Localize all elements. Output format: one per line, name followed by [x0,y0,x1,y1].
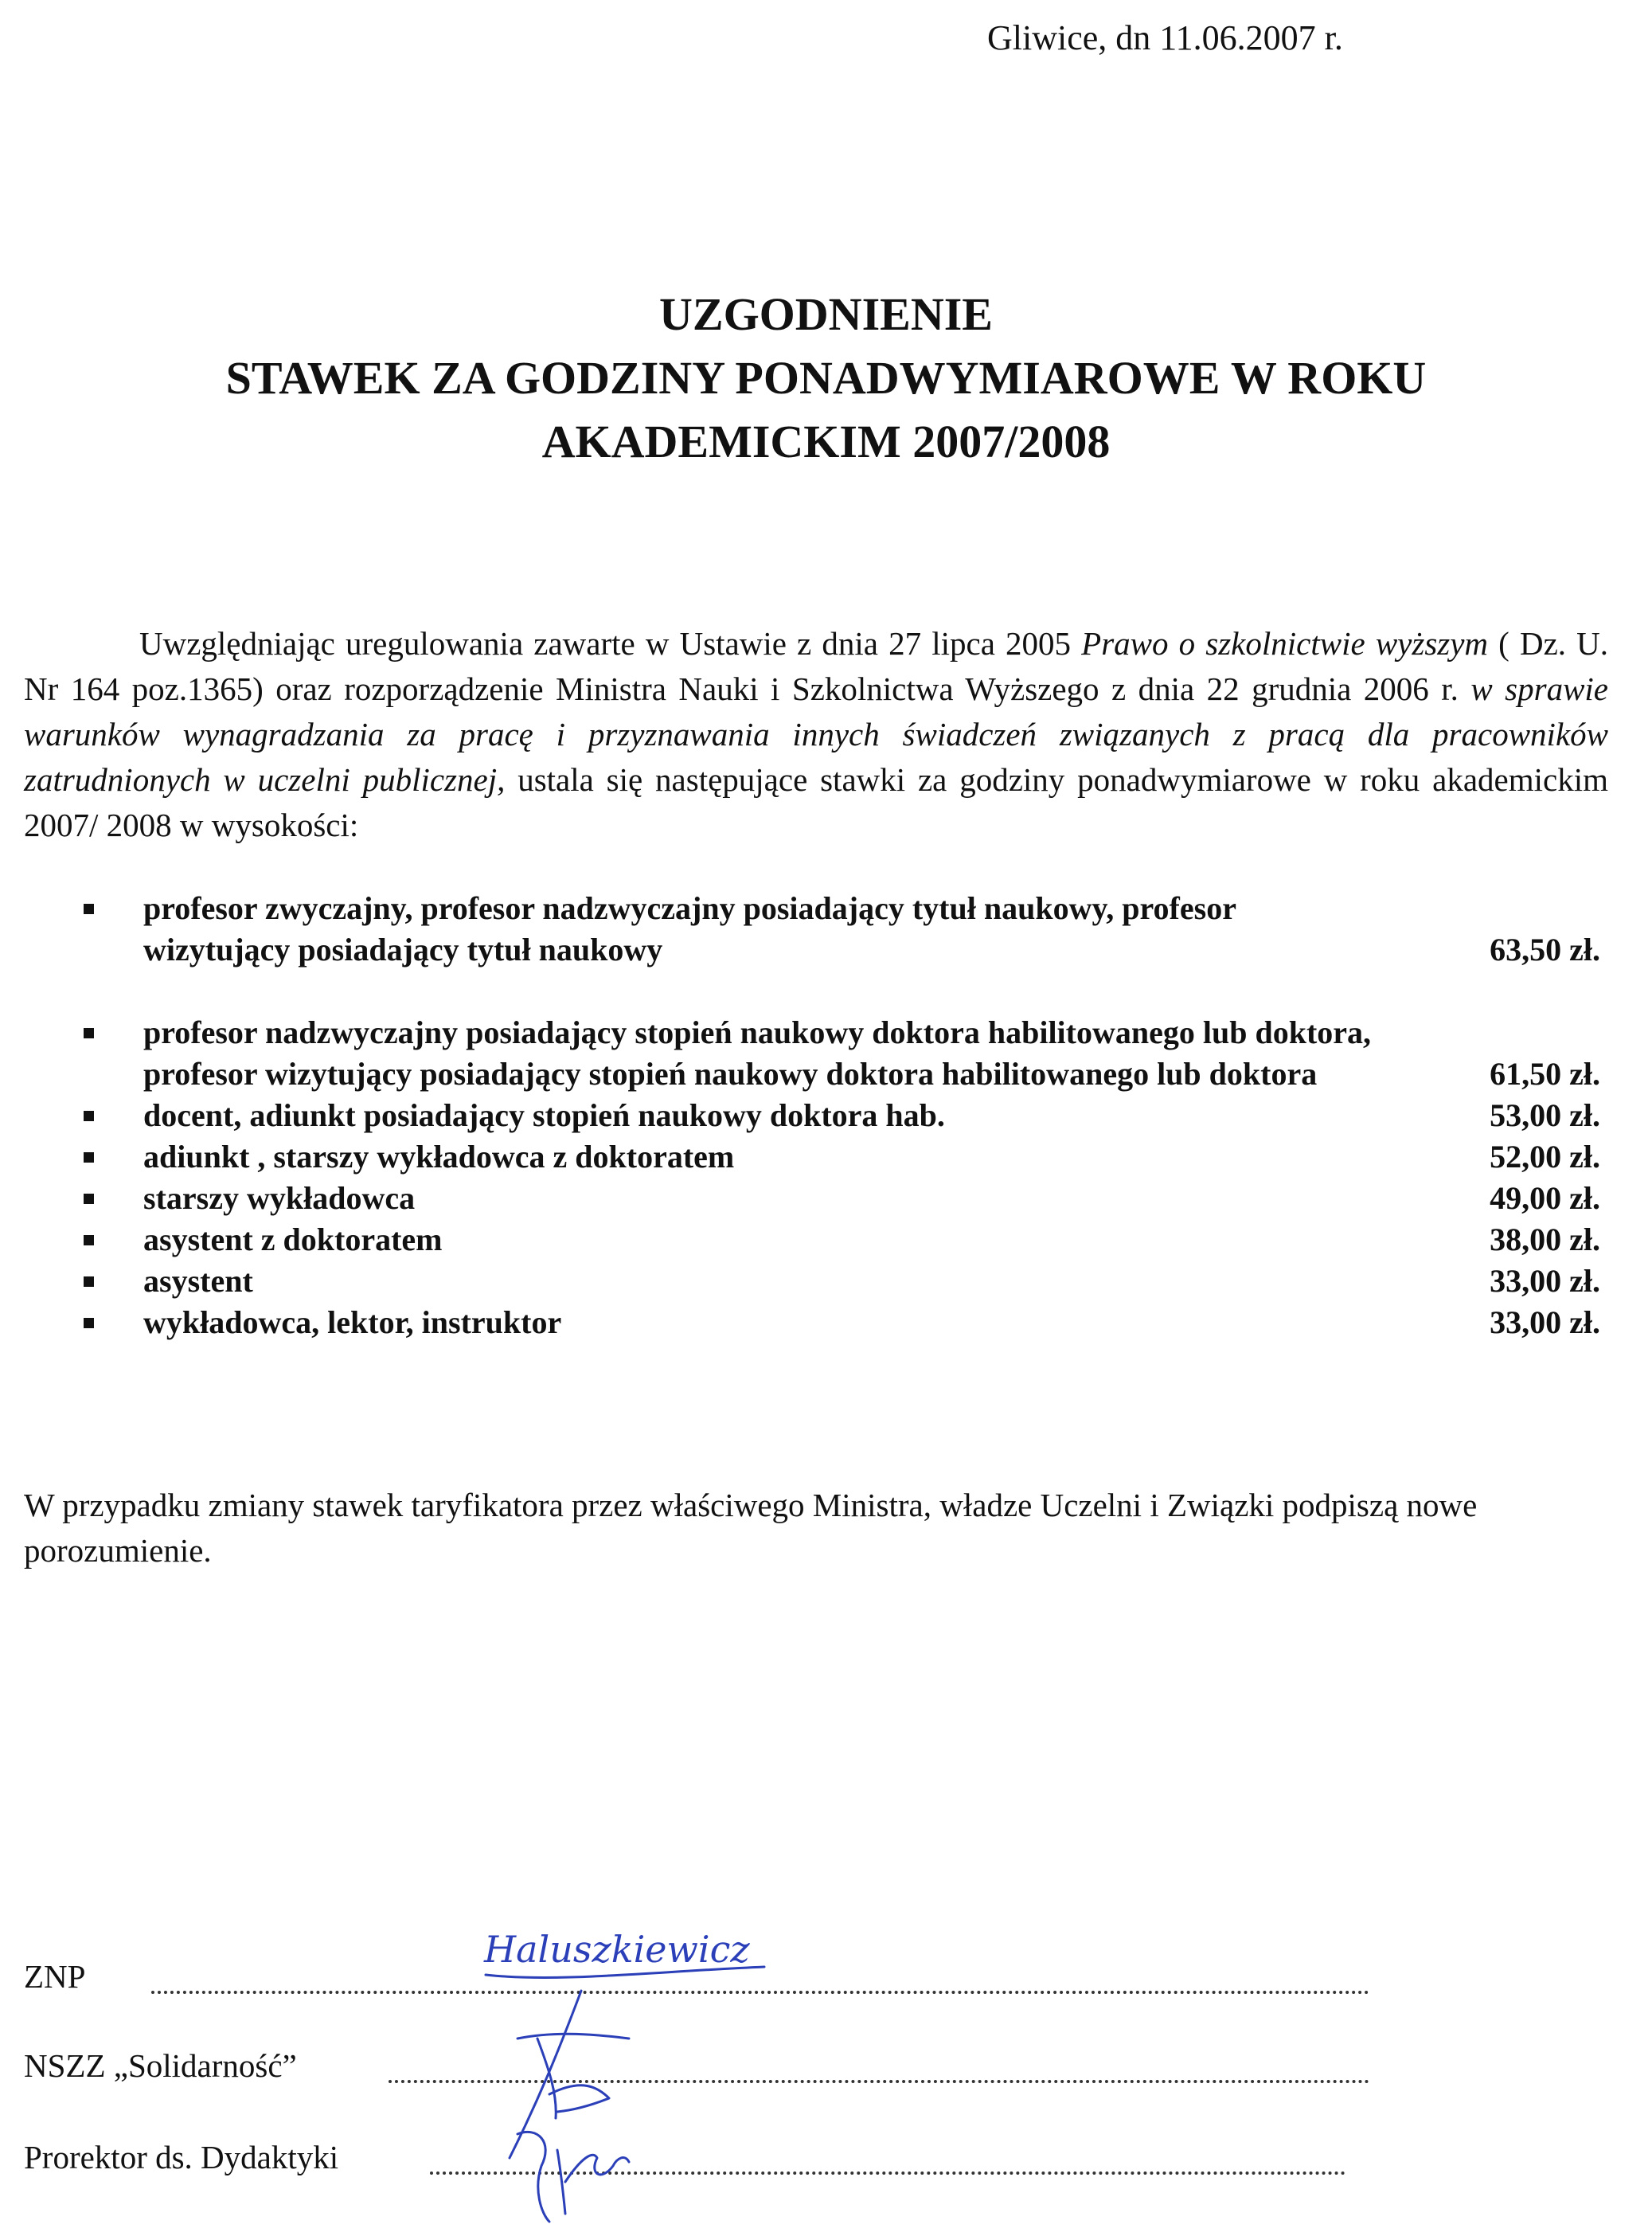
intro-text-1: Uwzględniając uregulowania zawarte w Ustawie z dnia 27 lipca 2005 [139,625,1082,662]
rate-price: 38,00 zł. [1490,1222,1600,1257]
rate-price: 33,00 zł. [1490,1304,1600,1340]
signature-label-prorektor: Prorektor ds. Dydaktyki [24,2139,339,2175]
list-item [24,1095,1600,1136]
rate-position: asystent z doktoratem [143,1222,443,1257]
document-subtitle-line1: STAWEK ZA GODZINY PONADWYMIAROWE W ROKU [225,352,1427,404]
signature-label-znp: ZNP [24,1958,86,1995]
bullet-icon [84,1276,94,1287]
signature-prorektor [517,2132,629,2222]
rate-position: docent, adiunkt posiadający stopień naukowy doktora hab. [143,1097,945,1133]
list-item [24,1178,1600,1219]
document-title: UZGODNIENIE [659,288,993,340]
rate-position: starszy wykładowca [143,1180,416,1216]
rate-position: profesor zwyczajny, profesor nadzwyczajny posiadający tytuł naukowy, profesor wizytujący posiadający tytuł naukowy [143,890,1236,968]
rate-price: 33,00 zł. [1490,1263,1600,1299]
bullet-icon [84,904,94,914]
intro-text-2: ( Dz. U. Nr 164 poz.1365) oraz rozporządzenie Ministra Nauki i Szkolnictwa Wyższego z dnia 22 grudnia 2006 r. [24,625,1608,707]
signature-znp-text: Haluszkiewicz [484,1928,750,1971]
place-date: Gliwice, dn 11.06.2007 r. [987,18,1343,57]
list-item [24,1136,1600,1178]
list-item [24,1219,1600,1261]
list-item [24,888,1600,971]
list-item [24,1012,1600,1095]
intro-act-title: Prawo o szkolnictwie wyższym [1081,625,1489,662]
rate-position: adiunkt , starszy wykładowca z doktoratem [143,1139,735,1175]
rate-price: 53,00 zł. [1490,1097,1600,1133]
rate-position: profesor nadzwyczajny posiadający stopień naukowy doktora habilitowanego lub doktora, profesor wizytujący posiadający stopień naukowy doktora habilitowanego lub doktora [143,1014,1372,1092]
rate-position: wykładowca, lektor, instruktor [143,1304,562,1340]
handwritten-signatures [462,1895,796,2230]
list-item [24,1302,1600,1343]
bullet-icon [84,1318,94,1328]
intro-text-3: ustala się następujące stawki za godziny ponadwymiarowe w roku akademickim 2007/ 2008 w wysokości: [24,761,1608,843]
list-item [24,1261,1600,1302]
rate-price: 63,50 zł. [1490,932,1600,968]
document-subtitle-line2: AKADEMICKIM 2007/2008 [541,416,1111,467]
bullet-icon [84,1111,94,1121]
rate-price: 49,00 zł. [1490,1180,1600,1216]
bullet-icon [84,1028,94,1038]
closing-paragraph: W przypadku zmiany stawek taryfikatora przez właściwego Ministra, władze Uczelni i Związki podpiszą nowe porozumienie. [24,1487,1478,1569]
bullet-icon [84,1194,94,1204]
rate-position: asystent [143,1263,253,1299]
signature-label-nszz: NSZZ „Solidarność” [24,2047,297,2084]
bullet-icon [84,1152,94,1163]
intro-paragraph [24,621,1608,848]
rate-price: 61,50 zł. [1490,1056,1600,1092]
intro-regulation-title: w sprawie warunków wynagradzania za pracę i przyznawania innych świadczeń związanych z pracą dla pracowników zatrudnionych w uczelni publicznej, [24,670,1608,798]
rate-price: 52,00 zł. [1490,1139,1600,1175]
rates-list [24,888,1600,1343]
bullet-icon [84,1235,94,1245]
